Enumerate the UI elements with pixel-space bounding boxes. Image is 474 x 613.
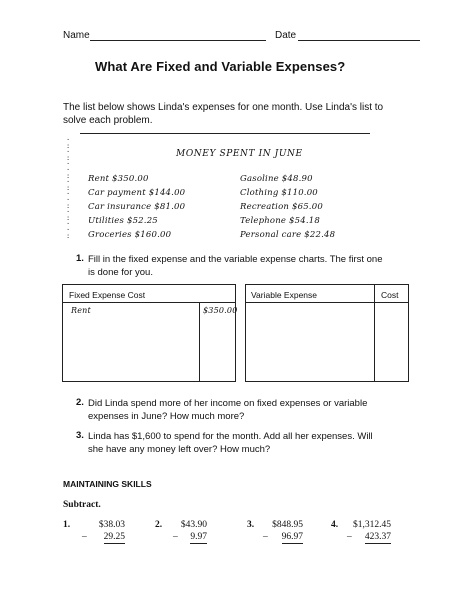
q3-number: 3. [76,430,84,441]
problem-4-bottom: 423.37 [364,532,391,542]
problem-3-number: 3. [247,520,255,530]
q1-line-2: is done for you. [88,267,153,278]
subtraction-problem-1 [63,520,125,548]
problem-2-number: 2. [155,520,163,530]
problem-1-bottom: 29.25 [103,532,125,542]
subtraction-problem-4 [331,520,391,548]
q2-line-1: Did Linda spend more of her income on fixed expenses or variable [88,398,368,409]
problem-4-top: $1,312.45 [353,520,391,530]
expense-car-payment: Car payment $144.00 [88,188,186,198]
problem-4-minus-sign: – [347,532,352,542]
expense-groceries: Groceries $160.00 [88,230,172,240]
maintaining-skills-heading: MAINTAINING SKILLS [63,479,152,489]
fixed-cost-column-divider [199,302,200,381]
expense-clothing: Clothing $110.00 [240,188,318,198]
name-label: Name [63,30,90,41]
note-top-edge [80,133,370,134]
q2-line-2: expenses in June? How much more? [88,411,245,422]
variable-cost-column-divider [374,285,375,381]
spiral-binding-dots: · : · : · · : · : · · : · : · · : [66,136,71,240]
problem-3-top: $848.95 [272,520,303,530]
q1-number: 1. [76,253,84,264]
page-title: What Are Fixed and Variable Expenses? [95,59,346,74]
variable-header-divider [246,302,408,303]
expense-telephone: Telephone $54.18 [240,216,320,226]
expense-gasoline: Gasoline $48.90 [240,174,313,184]
intro-line-1: The list below shows Linda's expenses for one month. Use Linda's list to [63,102,384,113]
expense-personal-care: Personal care $22.48 [240,230,336,240]
subtract-label: Subtract. [63,500,101,510]
fixed-table-header: Fixed Expense Cost [69,290,146,300]
expense-utilities: Utilities $52.25 [88,216,158,226]
expense-car-insurance: Car insurance $81.00 [88,202,186,212]
problem-3-bottom: 96.97 [281,532,303,542]
problem-2-top: $43.90 [180,520,207,530]
expense-recreation: Recreation $65.00 [240,202,323,212]
q3-line-1: Linda has $1,600 to spend for the month. Add all her expenses. Will [88,431,373,442]
problem-1-number: 1. [63,520,71,530]
date-label: Date [275,30,297,41]
problem-1-top: $38.03 [98,520,125,530]
subtraction-problem-3 [247,520,303,548]
q1-line-1: Fill in the fixed expense and the variable expense charts. The first one [88,254,383,265]
intro-line-2: solve each problem. [63,115,153,126]
subtraction-problem-2 [155,520,207,548]
date-line[interactable] [298,40,420,41]
variable-table-header-expense: Variable Expense [251,290,317,300]
name-line[interactable] [90,40,266,41]
variable-table-header-cost: Cost [381,290,399,300]
problem-2-minus-sign: – [173,532,178,542]
variable-expense-table [245,284,409,382]
fixed-expense-table [62,284,236,382]
problem-1-minus-sign: – [82,532,87,542]
fixed-header-divider [63,302,235,303]
q2-number: 2. [76,397,84,408]
money-spent-title: MONEY SPENT IN JUNE [176,149,303,159]
problem-3-minus-sign: – [263,532,268,542]
q3-line-2: she have any money left over? How much? [88,444,271,455]
fixed-row-rent-label: Rent [71,306,91,315]
fixed-row-rent-cost[interactable]: $350.00 [203,306,238,315]
expense-rent: Rent $350.00 [88,174,149,184]
problem-2-bottom: 9.97 [190,532,207,542]
problem-4-number: 4. [331,520,339,530]
